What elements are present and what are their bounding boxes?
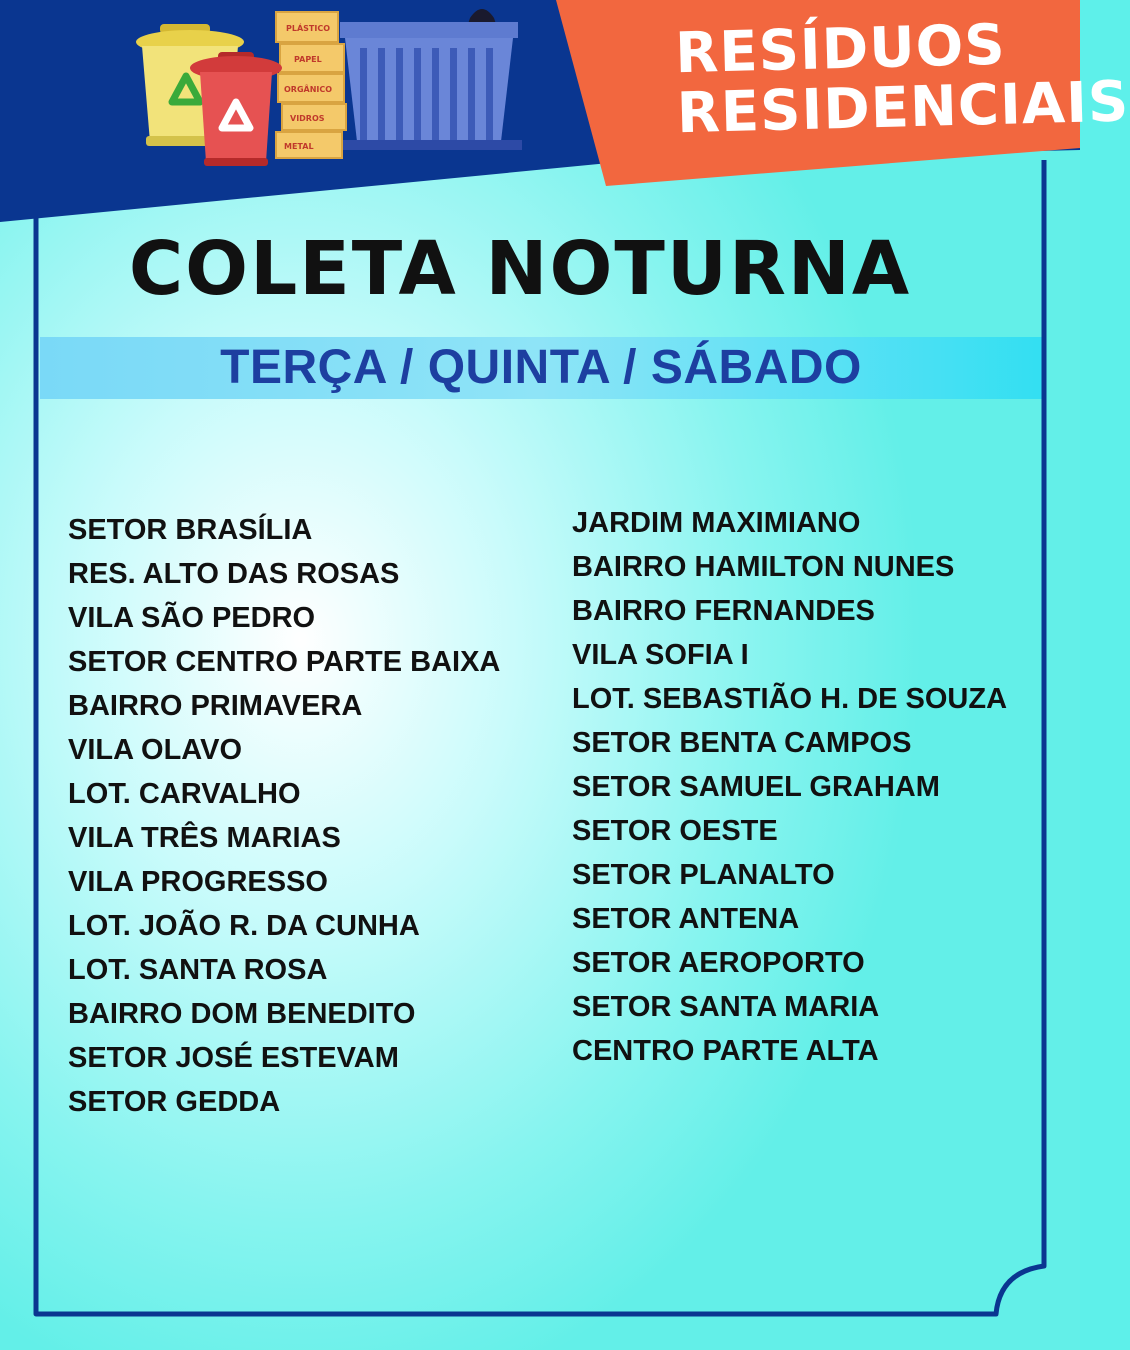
banner-line-2: RESIDENCIAIS	[675, 69, 1130, 147]
list-item: LOT. CARVALHO	[68, 778, 301, 810]
list-item: SETOR JOSÉ ESTEVAM	[68, 1042, 399, 1074]
list-item: SETOR SANTA MARIA	[572, 991, 880, 1023]
box-label-organico: ORGÂNICO	[284, 85, 333, 94]
box-label-metal: METAL	[284, 142, 314, 151]
list-item: VILA PROGRESSO	[68, 866, 328, 898]
list-item: JARDIM MAXIMIANO	[572, 507, 861, 539]
list-item: SETOR BENTA CAMPOS	[572, 727, 912, 759]
list-item: VILA TRÊS MARIAS	[68, 822, 341, 854]
dumpster-icon	[336, 9, 522, 150]
list-item: SETOR PLANALTO	[572, 859, 835, 891]
list-item: BAIRRO DOM BENEDITO	[68, 998, 416, 1030]
banner-line-1: RESÍDUOS	[674, 12, 1007, 87]
banner-title	[638, 12, 1130, 147]
collection-days: TERÇA / QUINTA / SÁBADO	[220, 341, 862, 394]
list-item: LOT. SANTA ROSA	[68, 954, 328, 986]
list-item: SETOR CENTRO PARTE BAIXA	[68, 646, 501, 678]
list-item: SETOR AEROPORTO	[572, 947, 865, 979]
box-label-papel: PAPEL	[294, 55, 322, 64]
list-item: VILA SÃO PEDRO	[68, 602, 316, 634]
list-item: CENTRO PARTE ALTA	[572, 1035, 879, 1067]
list-item: SETOR ANTENA	[572, 903, 800, 935]
box-label-plastico: PLÁSTICO	[286, 24, 331, 33]
list-item: SETOR BRASÍLIA	[68, 514, 313, 546]
page-title: COLETA NOTURNA	[128, 226, 912, 312]
list-item: LOT. SEBASTIÃO H. DE SOUZA	[572, 683, 1008, 715]
list-item: LOT. JOÃO R. DA CUNHA	[68, 910, 420, 942]
list-item: BAIRRO FERNANDES	[572, 595, 875, 627]
list-item: BAIRRO PRIMAVERA	[68, 690, 363, 722]
list-item: RES. ALTO DAS ROSAS	[68, 558, 400, 590]
list-item: VILA OLAVO	[68, 734, 242, 766]
list-item: VILA SOFIA I	[572, 639, 749, 671]
days-band	[40, 337, 1042, 399]
box-label-vidros: VIDROS	[290, 114, 325, 123]
list-item: SETOR GEDDA	[68, 1086, 281, 1118]
material-boxes	[276, 12, 346, 158]
list-item: SETOR SAMUEL GRAHAM	[572, 771, 940, 803]
list-item: SETOR OESTE	[572, 815, 778, 847]
list-item: BAIRRO HAMILTON NUNES	[572, 551, 955, 583]
neighborhood-list-left	[68, 508, 500, 1124]
neighborhood-list-right	[572, 501, 1007, 1073]
